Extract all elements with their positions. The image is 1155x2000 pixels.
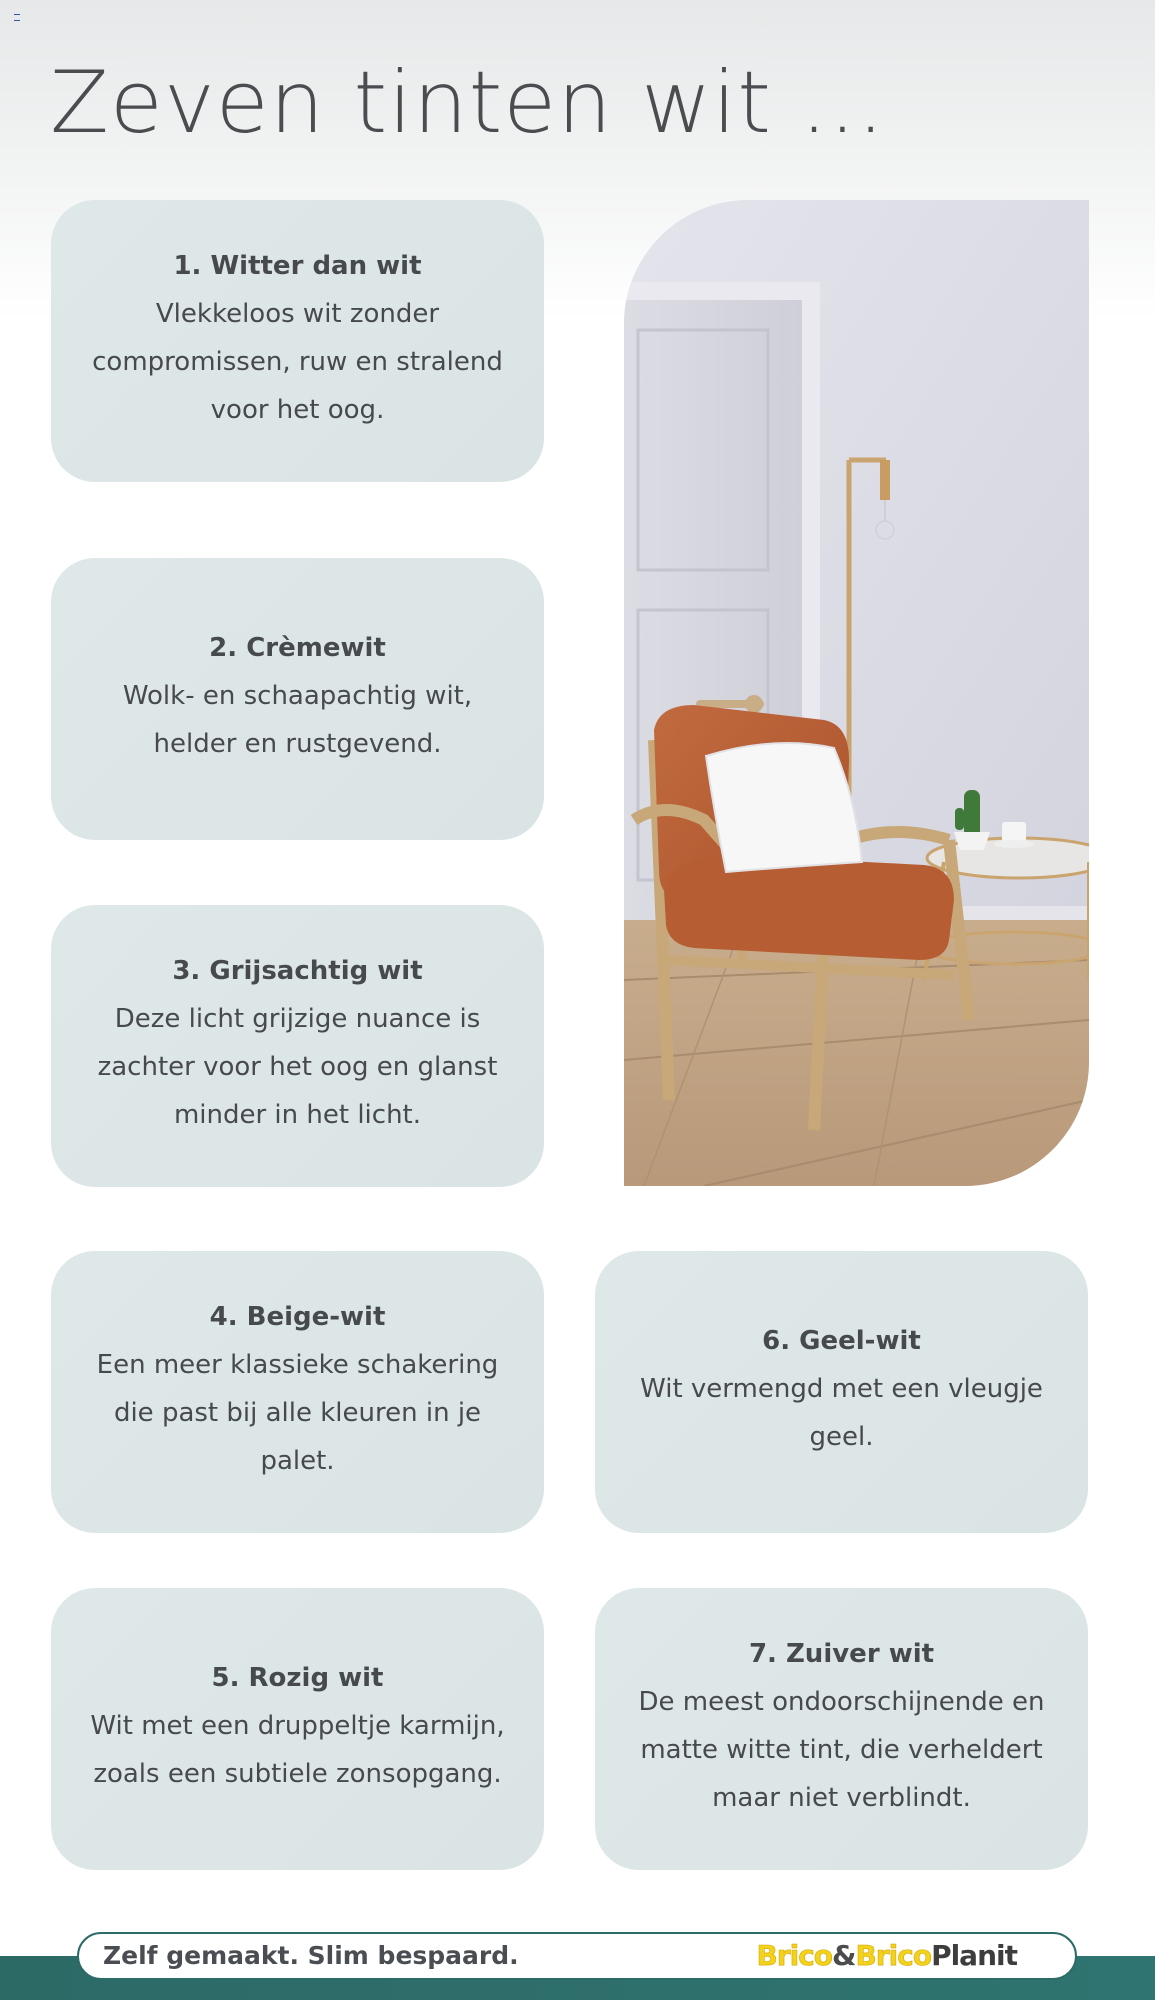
card-text-line: Een meer klassieke schakering	[96, 1350, 499, 1380]
card-text-line: voor het oog.	[210, 395, 385, 425]
card-text-line: Vlekkeloos wit zonder	[155, 299, 440, 329]
card-title: 4. Beige-wit	[209, 1302, 386, 1332]
card-text-line: compromissen, ruw en stralend	[92, 347, 503, 377]
tint-card-5	[51, 1588, 544, 1870]
card-title: 6. Geel-wit	[762, 1326, 921, 1356]
card-title: 3. Grijsachtig wit	[172, 956, 423, 986]
armchair-interior-photo	[624, 200, 1089, 1186]
card-text-line: Wit met een druppeltje karmijn,	[90, 1711, 505, 1741]
tint-card-4	[51, 1251, 544, 1533]
tint-card-2	[51, 558, 544, 840]
card-text-line: De meest ondoorschijnende en	[638, 1687, 1045, 1717]
logo-part-planit: Planit	[931, 1939, 1017, 1972]
card-title: 7. Zuiver wit	[748, 1639, 935, 1669]
card-text-line: Wit vermengd met een vleugje	[640, 1374, 1043, 1404]
card-text-line: maar niet verblindt.	[712, 1783, 971, 1813]
logo-part-brico: Brico	[756, 1939, 833, 1972]
footer-bar	[77, 1932, 1077, 1980]
logo-part-brico-2: Brico	[855, 1939, 932, 1972]
card-text-line: minder in het licht.	[173, 1100, 422, 1130]
card-text-line: die past bij alle kleuren in je	[113, 1398, 482, 1428]
card-title: 5. Rozig wit	[211, 1663, 384, 1693]
brand-logo[interactable]	[756, 1934, 1017, 1978]
card-text-line: zachter voor het oog en glanst	[97, 1052, 498, 1082]
page-title: Zeven tinten wit ...	[50, 53, 886, 153]
card-title: 1. Witter dan wit	[173, 251, 422, 281]
card-text-line: Deze licht grijzige nuance is	[114, 1004, 481, 1034]
card-text-line: matte witte tint, die verheldert	[640, 1735, 1043, 1765]
card-text-line: zoals een subtiele zonsopgang.	[93, 1759, 502, 1789]
menu-mark-icon	[14, 14, 20, 21]
card-text-line: Wolk- en schaapachtig wit,	[122, 681, 473, 711]
tint-card-6	[595, 1251, 1088, 1533]
logo-ampersand: &	[832, 1939, 856, 1972]
card-text-line: geel.	[809, 1422, 874, 1452]
card-text-line: palet.	[260, 1446, 335, 1476]
tint-card-3	[51, 905, 544, 1187]
footer-slogan: Zelf gemaakt. Slim bespaard.	[103, 1941, 519, 1970]
tint-card-7	[595, 1588, 1088, 1870]
card-text-line: helder en rustgevend.	[153, 729, 442, 759]
card-title: 2. Crèmewit	[209, 633, 386, 663]
tint-card-1	[51, 200, 544, 482]
